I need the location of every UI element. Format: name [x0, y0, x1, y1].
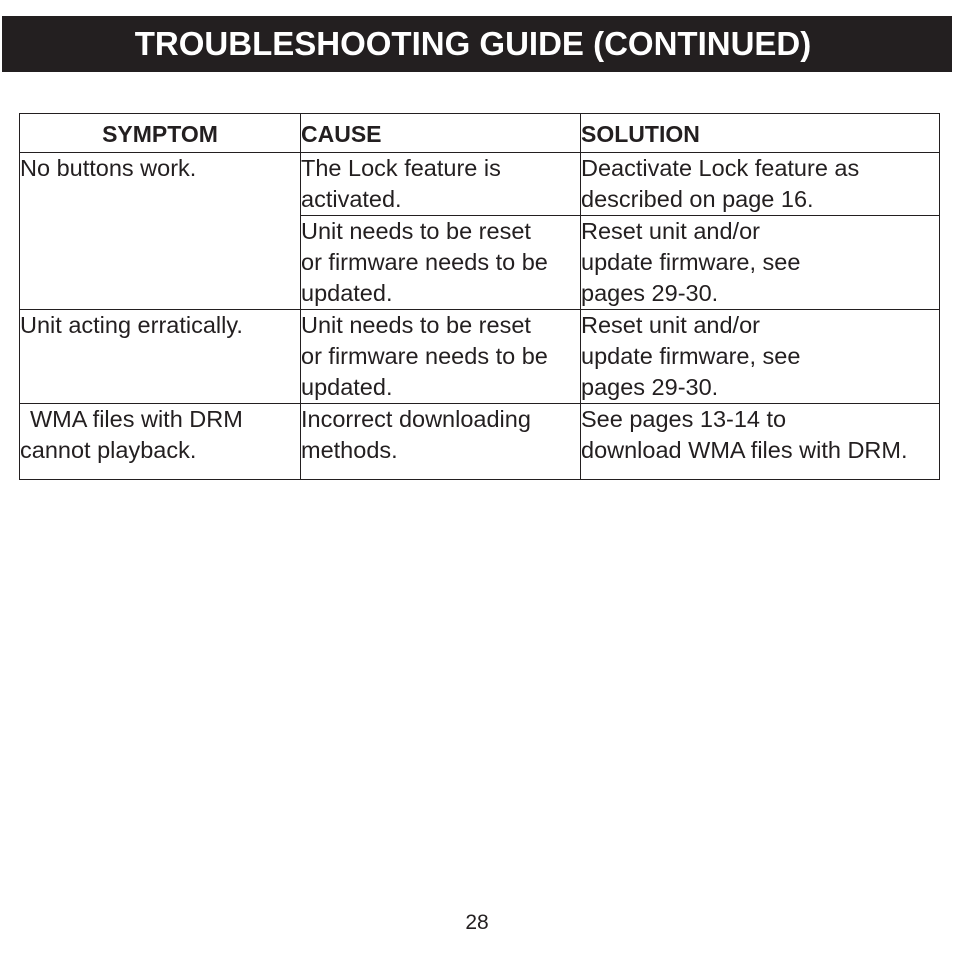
solution-cell — [581, 153, 940, 216]
symptom-cell — [20, 310, 301, 404]
solution-text: Reset unit and/or update firmware, see pages 29-30. — [581, 312, 801, 400]
solution-text: Reset unit and/or update firmware, see pages 29-30. — [581, 218, 801, 306]
cause-cell — [301, 153, 581, 216]
column-header-solution: SOLUTION — [581, 114, 940, 153]
solution-text: See pages 13-14 to download WMA files with DRM. — [581, 406, 908, 463]
page-title: TROUBLESHOOTING GUIDE (CONTINUED) — [134, 25, 812, 62]
column-header-cause: CAUSE — [301, 114, 581, 153]
symptom-cell — [20, 404, 301, 480]
table-header-row — [20, 114, 940, 153]
column-header-symptom: SYMPTOM — [20, 114, 301, 153]
table-row — [20, 404, 940, 480]
symptom-text: WMA files with DRM cannot playback. — [20, 406, 243, 463]
solution-text: Deactivate Lock feature as described on page 16. — [581, 155, 860, 212]
cause-text: Unit needs to be reset or firmware needs to be updated. — [301, 312, 548, 400]
cause-cell — [301, 404, 581, 480]
table-row — [20, 153, 940, 216]
title-bar — [2, 16, 952, 72]
page-number: 28 — [465, 911, 489, 934]
symptom-cell — [20, 153, 301, 310]
cause-text: The Lock feature is activated. — [301, 155, 501, 212]
solution-cell — [581, 216, 940, 310]
symptom-text: No buttons work. — [20, 155, 197, 181]
solution-cell — [581, 310, 940, 404]
solution-cell — [581, 404, 940, 480]
cause-text: Unit needs to be reset or firmware needs to be updated. — [301, 218, 548, 306]
table-row — [20, 310, 940, 404]
troubleshooting-table — [19, 113, 940, 480]
cause-cell — [301, 310, 581, 404]
symptom-text: Unit acting erratically. — [20, 312, 243, 338]
cause-cell — [301, 216, 581, 310]
cause-text: Incorrect downloading methods. — [301, 406, 531, 463]
